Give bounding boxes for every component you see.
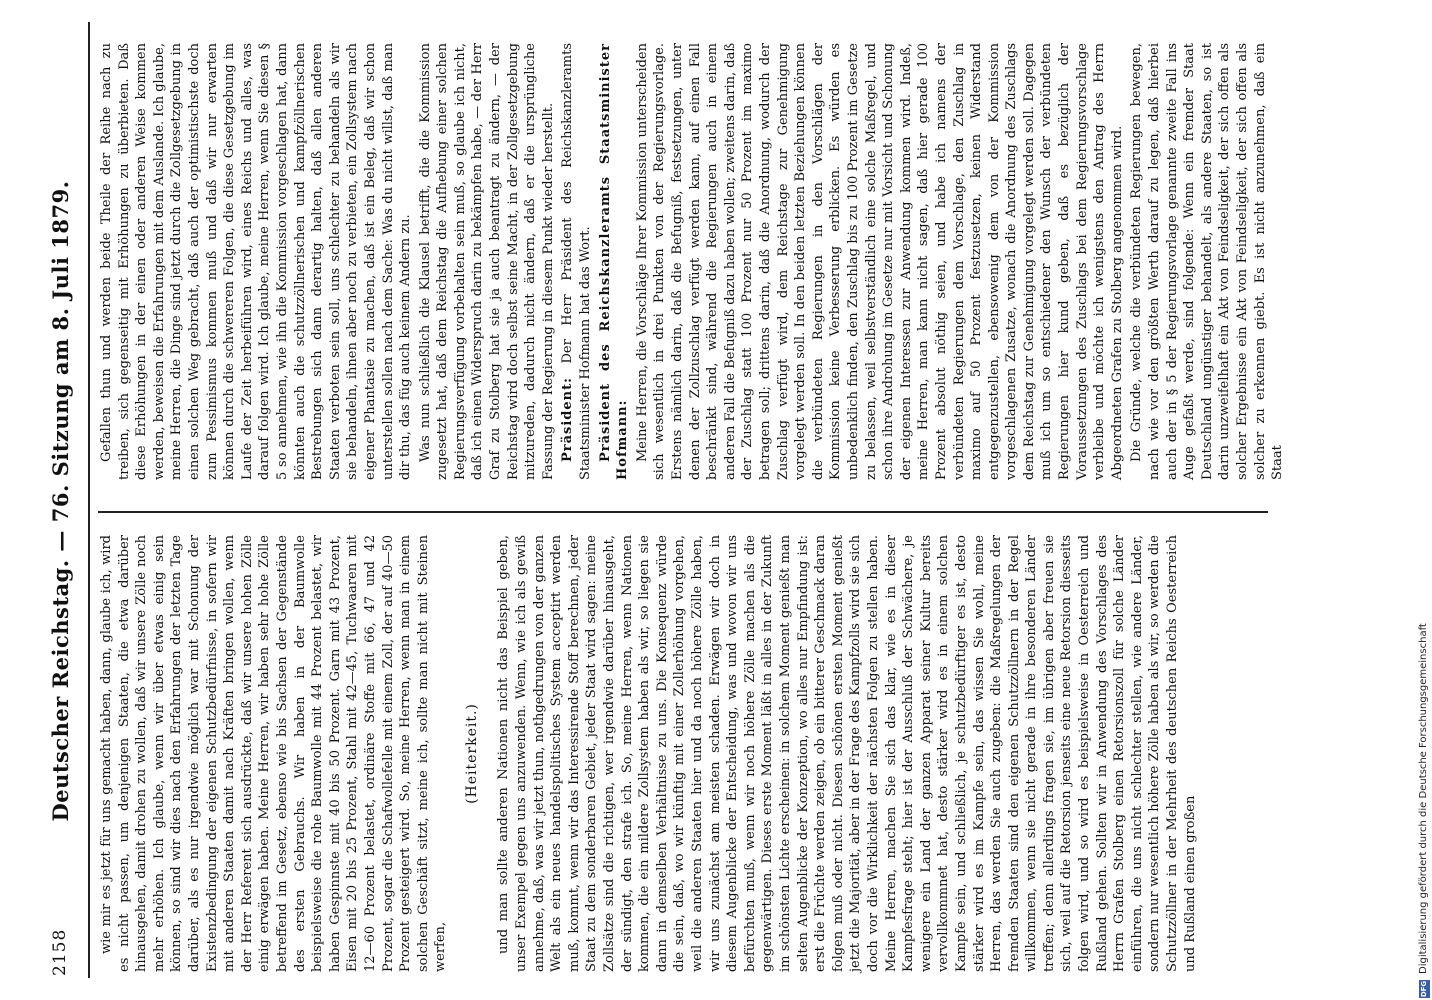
speaker-label: Präsident:	[560, 377, 576, 462]
speaker-paragraph	[559, 43, 594, 480]
right-paragraph: Gefallen thun und werden beide Theile der Reihe nach zu treiben, sich gegenseitig mit Erhöhungen zu überbieten. Daß diese Erhöhungen in der einen oder anderen Weise kommen werden, beweisen die Erfahrungen mit dem Auslande. Ich glaube, meine Herren, die Dinge sind jetzt durch die Zollgesetzgebung in einen solchen Weg gebracht, daß auch der optimistischste doch zum Pessimismus kommen muß und daß wir nur erwarten können durch die schwereren Folgen, die diese Gesetzgebung im Laufe der Zeit herbeiführen wird, eines Reichs und alles, was darauf folgen wird. Ich glaube, meine Herren, wenn Sie diesen § 5 so annehmen, wie ihn die Kommission vorgeschlagen hat, dann könnten auch die schutzzöllnerischen und kampfzöllnerischen Bestrebungen sich dann derartig halten, daß allen anderen Staaten verboten sein soll, uns schlechter zu behandeln als wir sie behandeln, ihnen aber noch zu verbieten, ein Zollsystem nach eigener Phantasie zu machen, daß ist ein Beleg, daß wir schon unterstellen sollen nach dem Sache: Was du nicht willst, daß man dir thu, das füg auch keinem Andern zu.	[99, 43, 414, 480]
column-divider	[98, 511, 1268, 513]
digitization-footer	[1418, 0, 1432, 1000]
page-header	[42, 26, 82, 976]
dfg-logo-icon: DFG	[1420, 980, 1428, 998]
speaker-text: Der Herr Präsident des Reichskanzleramts Staatsminister Hofmann hat das Wort.	[560, 42, 594, 480]
page-number: 2158	[50, 928, 70, 976]
speaker-label: Präsident des Reichskanzleramts Staatsminister Hofmann:	[597, 43, 631, 480]
interjection: (Heiterkeit.)	[463, 703, 480, 804]
footer-credit: Digitalisierung gefördert durch die Deutsche Forschungsgemeinschaft	[1418, 623, 1429, 974]
left-paragraph: wie mir es jetzt für uns gemacht haben, dann, glaube ich, wird es nicht passen, um denjenigen Staaten, die etwa darüber hinausgehen, damit drohen zu wollen, daß wir unsere Zölle noch mehr erhöhen. Ich glaube, wenn wir über etwas einig sein können, so sind wir dies nach den Erfahrungen der letzten Tage darüber, als es nur irgendwie möglich war mit Schonung der Existenzbedingung der eigenen Schutzbedürfnisse, in sofern wir mit anderen Staaten damit nach Kräften bringen wollen, wenn der Herr Referent sich ausdrückte, daß wir unsere hohen Zölle einig erwägen haben. Meine Herren, wir haben sehr hohe Zölle betreffend im Gesetz, ebenso wie bis Sachsen der Gegenstände des ersten Gebrauchs. Wir haben in der Baumwolle beispielsweise die rohe Baumwolle mit 44 Prozent belastet, wir haben Gespinnste mit 40 bis 50 Prozent. Garn mit 43 Prozent, Eisen mit 20 bis 25 Prozent, Stahl mit 42—45, Tuchwaaren mit 12—60 Prozent belastet, ordinäre Stoffe mit 66, 47 und 42 Prozent, sogar die Schafwollefelle mit einem Zoll, der auf 40—50 Prozent gesteigert wird. So, meine Herren, wenn man in einem solchen Geschäft sitzt, meine ich, sollte man nicht mit Steinen werfen,	[99, 535, 449, 972]
speaker-paragraph	[597, 43, 632, 480]
right-paragraph: Die Gründe, welche die verbündeten Regierungen bewegen, nach wie vor den größten Werth darauf zu legen, daß hierbei auch der in § 5 der Regierungsvorlage genannte zweite Fall ins Auge gefaßt werde, sind folgende: Wenn ein fremder Staat Deutschland ungünstiger behandelt, als andere Staaten, so ist darin unzweifelhaft ein Akt von Feindseligkeit, der sich offen als solcher Ergebnisse ein Akt von Feindseligkeit, der sich offen als solcher zu erkennen giebt. Es ist nicht anzunehmen, daß ein Staat	[1129, 43, 1286, 480]
right-paragraph: Was nun schließlich die Klausel betrifft, die die Kommission zugesetzt hat, daß dem Reichstag die Aufhebung einer solchen Regierungsverfügung vorbehalten sein muß, so glaube ich nicht, daß ich einen Widerspruch darin zu bekämpfen habe, — der Herr Graf zu Stolberg hat sie ja auch beantragt zu ändern, — der Reichstag wird doch selbst seine Macht, in der Zollgesetzgebung mitzureden, dadurch nicht ändern, daß er die ursprüngliche Fassung der Regierung in diesem Punkt wieder herstellt.	[417, 43, 556, 480]
right-column	[98, 42, 1286, 480]
left-column	[98, 535, 1273, 972]
header-rule	[88, 22, 90, 978]
left-paragraph: und man sollte anderen Nationen nicht das Beispiel geben, unser Exempel gegen uns anzuwenden. Wenn, wie ich als gewiß annehme, daß, was wir jetzt thun, nothgedrungen von der ganzen Welt als ein neues handelspolitisches System acceptirt werden muß, kommt, wenn wir das Interessirende Stoff berechnen, jeder Staat zu dem sonderbaren Gebiet, jeder Staat wird sagen: meine Zollsätze sind die richtigen, wer irgendwie darüber hinausgeht, der sündigt, den strafe ich. So, meine Herren, wenn Nationen kommen, die ein mildere Zollsystem haben als wir, so liegen sie dann in demselben Verhältnisse zu uns. Die Konsequenz würde die sein, daß, wo wir künftig mit einer Zollerhöhung vorgehen, weil die anderen Staaten hier und da noch höhere Zölle haben, wir uns zunächst am meisten schaden. Erwägen wir doch in diesem Augenblicke der Entscheidung, was und wovon wir uns befürchten muß, wenn wir noch höhere Zölle machen als die gegenwärtigen. Dieses erste Moment läßt in alles in der Zukunft im schönsten Lichte erscheinen: in solchem Moment genießt man selten Augenblicke der Konzeption, wo alles nur Empfindung ist: erst die Früchte werden zeigen, ob ein bitterer Geschmack daran folgen muß oder nicht. Diesen schönen ersten Moment genießt jetzt die Majorität, aber in der Frage des Kampfzolls wird sie sich doch vor die Wirklichkeit der nächsten Folgen zu stellen haben. Meine Herren, machen Sie sich das klar, wie es in dieser Kampfesfrage steht; hier ist der Ausschluß der Schwächere, je wenigere ein Land der ganzen Apparat seiner Kultur bereits vervollkommnet hat, desto stärker wird es in einem solchen Kampfe sein, und schließlich, je schutzbedürftiger es ist, desto stärker wird es im Kampfe sein, das wissen Sie wohl, meine Herren, das werden Sie auch zugeben: die Maßregelungen der fremden Staaten sind den eigenen Schutzzöllnern in der Regel willkommen, wenn sie nicht gerade in ihre besonderen Länder treffen; denn allerdings fragen sie, im übrigen aber freuen sie sich, weil auf die Retorsion jenseits eine neue Retorsion diesseits folgen wird, und so wird es beispielsweise in Oesterreich und Rußland gehen. Sollten wir in Anwendung des Vorschlages des Herrn Grafen Stolberg einen Retorsionszoll für solche Länder einführen, die uns nicht schlechter stellen, wie andere Länder, sondern nur wesentlich höhere Zölle haben als wir, so werden die Schutzzöllner in der Mehrheit des deutschen Reichs Oesterreich und Rußland einen großen	[496, 535, 1198, 972]
right-paragraph: Meine Herren, die Vorschläge Ihrer Kommission unterscheiden sich wesentlich in drei Punkten von der Regierungsvorlage. Erstens nämlich darin, daß die Befugniß, festsetzungen, unter denen der Zollzuschlag verfügt werden kann, auf einen Fall beschränkt sind, während die Regierungen auch in einem anderen Fall die Befugniß dazu haben wollen; zweitens darin, daß der Zuschlag statt 100 Prozent nur 50 Prozent im maximo betragen soll; drittens darin, daß die Anordnung, wodurch der Zuschlag verfügt wird, dem Reichstage zur Genehmigung vorgelegt werden soll. In den beiden letzten Beziehungen können die verbündeten Regierungen in den Vorschlägen der Kommission keine Verbesserung erblicken. Es würden es unbedenklich finden, den Zuschlag bis zu 100 Prozent im Gesetze zu belassen, weil selbstverständlich eine solche Maßregel, und schon ihre Androhung im Gesetze nur mit Vorsicht und Schonung der eigenen Interessen zur Anwendung kommen wird. Indeß, meine Herren, man kann nicht sagen, daß hier gerade 100 Prozent absolut nöthig seien, und habe ich namens der verbündeten Regierungen dem Vorschlage, den Zuschlag in maximo auf 50 Prozent festzusetzen, keinen Widerstand entgegenzustellen, ebensowenig dem von der Kommission vorgeschlagenen Zusatze, wonach die Anordnung des Zuschlags dem Reichstag zur Genehmigung vorgelegt werden soll. Dagegen muß ich um so entschiedener den Wunsch der verbündeten Regierungen hier kund geben, daß es bezüglich der Voraussetzungen des Zuschlags bei dem Regierungsvorschlage verbleibe und möchte ich wenigstens den Antrag des Herrn Abgeordneten Grafen zu Stolberg angenommen wird.	[634, 43, 1125, 480]
page-title: Deutscher Reichstag. — 76. Sitzung am 8. Juli 1879.	[48, 180, 73, 822]
